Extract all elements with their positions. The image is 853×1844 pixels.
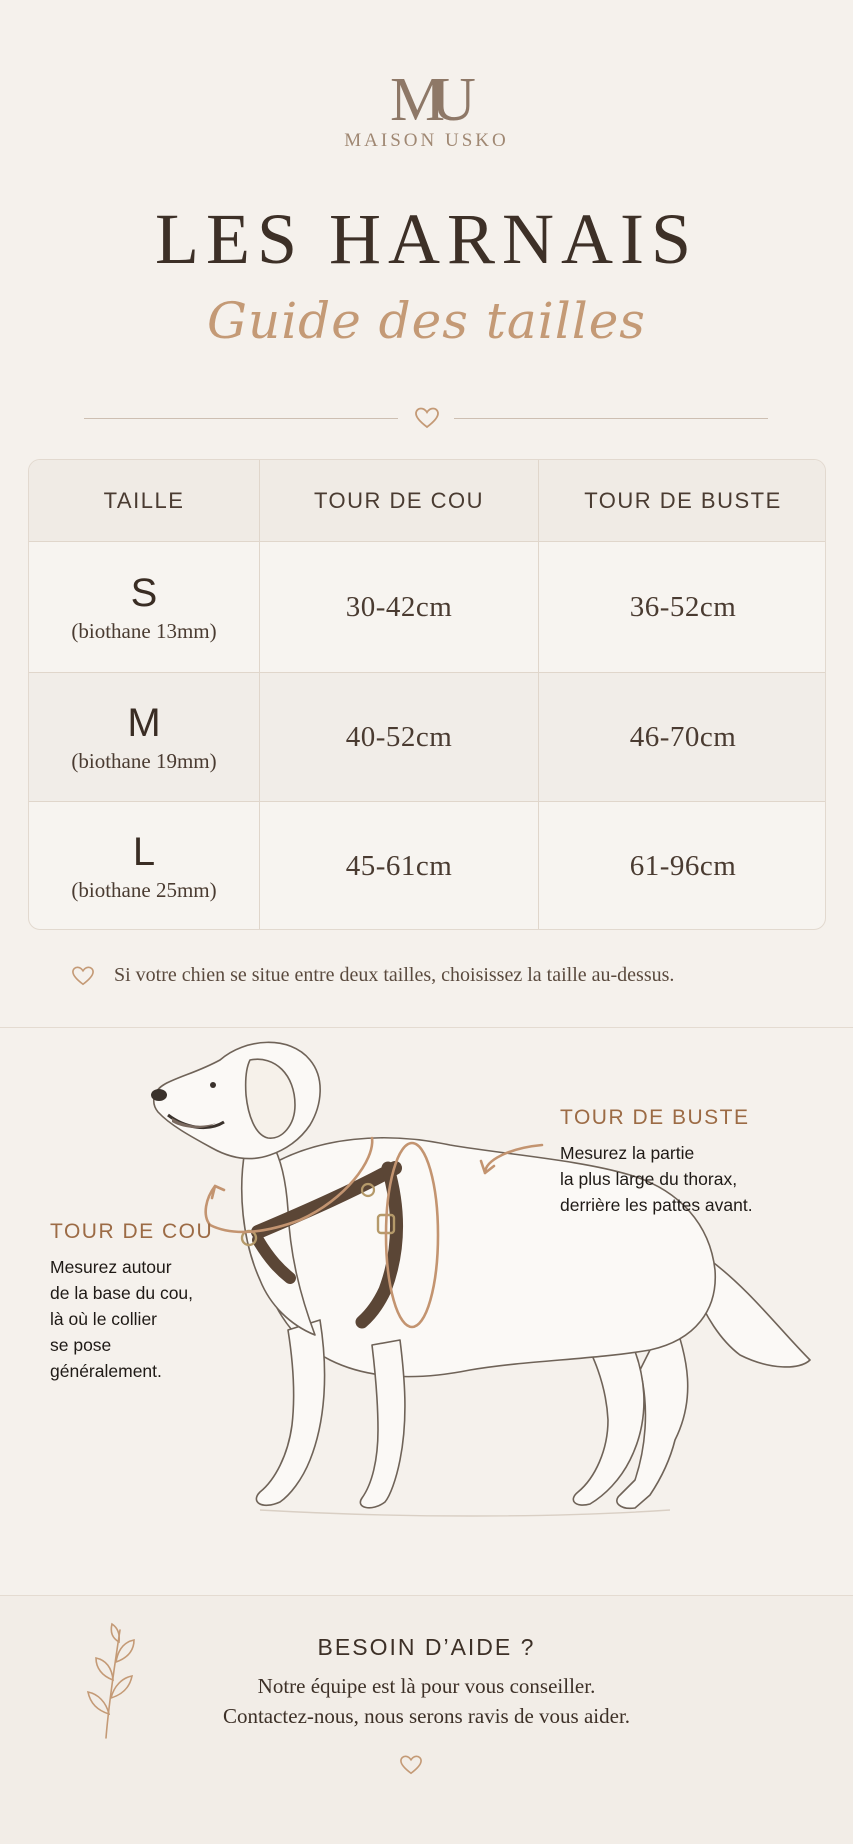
chest-label-text: Mesurez la partie la plus large du thorax, derrière les pattes avant. bbox=[560, 1143, 753, 1215]
header-cell-neck: TOUR DE COU bbox=[260, 460, 539, 541]
chest-cell: 36-52cm bbox=[629, 590, 737, 623]
dog-eye bbox=[210, 1082, 216, 1088]
size-material: (biothane 25mm) bbox=[71, 878, 217, 902]
dog-front-leg-front bbox=[256, 1320, 324, 1505]
help-line-2: Contactez-nous, nous serons ravis de vous aider. bbox=[222, 1704, 631, 1728]
table-row bbox=[29, 673, 826, 802]
help-title: BESOIN D’AIDE ? bbox=[317, 1634, 536, 1660]
logo-monogram-text: MU bbox=[390, 66, 462, 128]
size-material: (biothane 19mm) bbox=[71, 748, 217, 773]
help-line-1: Notre équipe est là pour vous conseiller. bbox=[257, 1674, 596, 1698]
ground-shadow bbox=[260, 1510, 670, 1516]
size-letter: M bbox=[127, 700, 161, 745]
header-cell-chest: TOUR DE BUSTE bbox=[584, 487, 782, 513]
chest-cell: 46-70cm bbox=[629, 720, 737, 753]
footer-heart-icon bbox=[399, 1754, 423, 1776]
page-title: LES HARNAIS bbox=[154, 199, 699, 279]
size-cell bbox=[29, 542, 260, 672]
table-row bbox=[29, 802, 826, 930]
size-letter: L bbox=[132, 830, 156, 874]
brand-logo-monogram bbox=[0, 48, 853, 128]
brand-name: MAISON USKO bbox=[344, 130, 509, 151]
header-cell-size: TAILLE bbox=[29, 460, 260, 541]
size-tip-text: Si votre chien se situe entre deux tailles, choisissez la taille au-dessus. bbox=[114, 964, 675, 986]
neck-cell: 45-61cm bbox=[260, 802, 539, 930]
size-cell bbox=[29, 802, 260, 930]
neck-cell: 40-52cm bbox=[260, 673, 539, 801]
size-table bbox=[28, 459, 826, 930]
table-header-row bbox=[29, 460, 826, 542]
heart-icon bbox=[414, 406, 440, 430]
section-separator bbox=[0, 1027, 853, 1028]
divider-left bbox=[84, 418, 398, 419]
divider-right bbox=[454, 418, 768, 419]
page-subtitle: Guide des tailles bbox=[207, 292, 646, 350]
size-cell bbox=[29, 673, 260, 801]
size-letter: S bbox=[130, 570, 158, 615]
size-material: (biothane 13mm) bbox=[71, 618, 217, 643]
neck-cell: 30-42cm bbox=[260, 542, 539, 672]
tip-heart-icon bbox=[71, 965, 95, 987]
neck-label-heading: TOUR DE COU bbox=[50, 1220, 214, 1243]
chest-label-heading: TOUR DE BUSTE bbox=[560, 1106, 750, 1129]
neck-label-text: Mesurez autour de la base du cou, là où le collier se pose généralement. bbox=[50, 1257, 194, 1381]
dog-nose bbox=[151, 1089, 167, 1101]
chest-cell: 61-96cm bbox=[629, 850, 737, 882]
table-row bbox=[29, 542, 826, 673]
